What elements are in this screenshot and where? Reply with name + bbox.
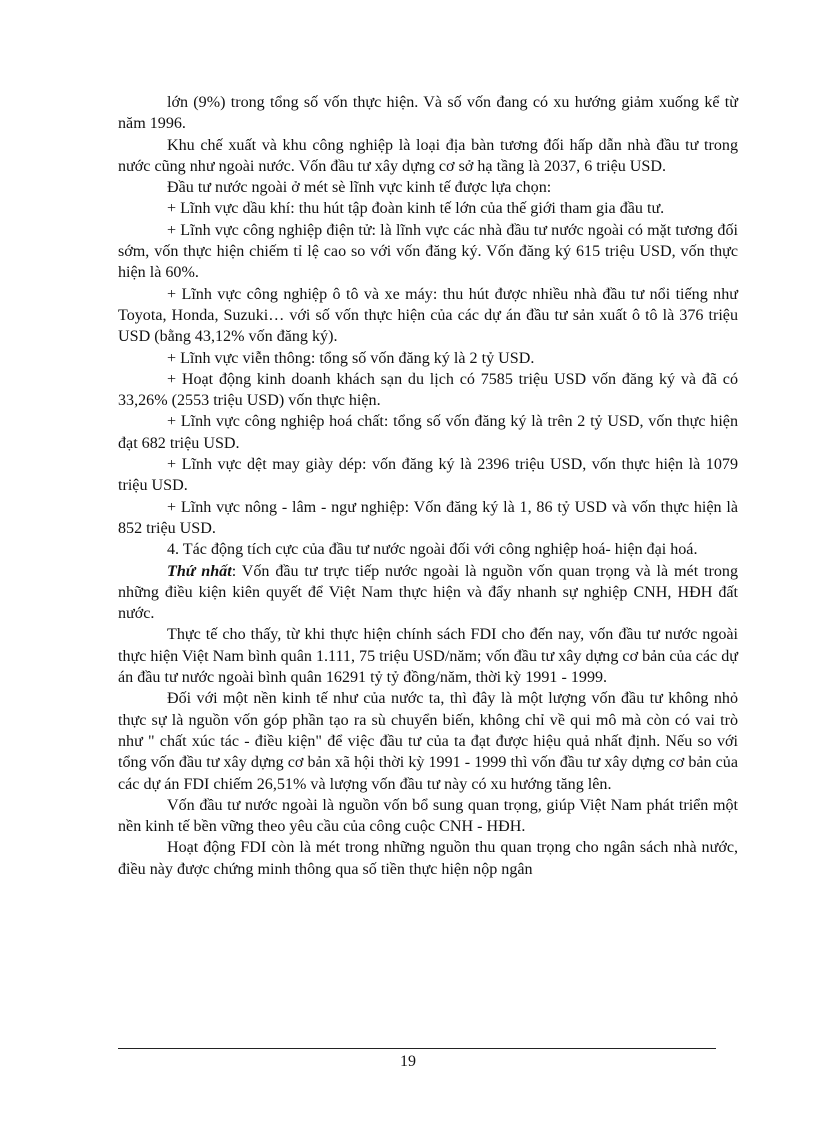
paragraph: Đầu tư nước ngoài ở mét sè lĩnh vực kinh tế được lựa chọn:	[167, 179, 552, 197]
paragraph: + Lĩnh vực nông - lâm - ngư nghiệp: Vốn đăng ký là 1, 86 tỷ USD và vốn thực hiện là 852 triệu USD.	[118, 498, 738, 537]
paragraph: Khu chế xuất và khu công nghiệp là loại địa bàn tương đối hấp dẫn nhà đầu tư trong nước cũng như ngoài nước. Vốn đầu tư xây dựng cơ sở hạ tầng là 2037, 6 triệu USD.	[118, 136, 738, 175]
paragraph: lớn (9%) trong tổng số vốn thực hiện. Và số vốn đang có xu hướng giảm xuống kể từ năm 1996.	[118, 94, 738, 133]
paragraph: + Lĩnh vực công nghiệp điện tử: là lĩnh vực các nhà đầu tư nước ngoài có mặt tương đối sớm, vốn thực hiện chiếm tỉ lệ cao so với vốn đăng ký. Vốn đăng ký 615 triệu USD, vốn thực hiện là 60%.	[118, 221, 738, 282]
paragraph: Thực tế cho thấy, từ khi thực hiện chính sách FDI cho đến nay, vốn đầu tư nước ngoài thực hiện Việt Nam bình quân 1.111, 75 triệu USD/năm; vốn đầu tư xây dựng cơ bản của các dự án đầu tư nước ngoài bình quân 16291 tỷ tỷ đồng/năm, thời kỳ 1991 - 1999.	[118, 626, 738, 687]
first-point-paragraph	[118, 561, 738, 625]
paragraph: + Lĩnh vực dầu khí: thu hút tập đoàn kinh tế lớn của thế giới tham gia đầu tư.	[167, 200, 665, 218]
paragraph: Hoạt động FDI còn là mét trong những nguồn thu quan trọng cho ngân sách nhà nước, điều này được chứng minh thông qua số tiền thực hiện nộp ngân	[118, 839, 738, 878]
paragraph: + Hoạt động kinh doanh khách sạn du lịch có 7585 triệu USD vốn đăng ký và đã có 33,26% (2553 triệu USD) vốn thực hiện.	[118, 370, 738, 410]
document-body	[118, 92, 738, 880]
paragraph: + Lĩnh vực công nghiệp ô tô và xe máy: thu hút được nhiều nhà đầu tư nổi tiếng như Toyota, Honda, Suzuki… với số vốn thực hiện của các dự án đầu tư sản xuất ô tô là 376 triệu USD (bằng 43,12% vốn đăng ký).	[118, 285, 738, 346]
first-point-label: Thứ nhất	[167, 562, 232, 580]
section-heading: 4. Tác động tích cực của đầu tư nước ngoài đối với công nghiệp hoá- hiện đại hoá.	[167, 541, 698, 559]
paragraph: + Lĩnh vực viễn thông: tổng số vốn đăng ký là 2 tỷ USD.	[167, 349, 535, 367]
page-number: 19	[400, 1053, 416, 1070]
paragraph: + Lĩnh vực công nghiệp hoá chất: tổng số vốn đăng ký là trên 2 tỷ USD, vốn thực hiện đạt 682 triệu USD.	[118, 413, 738, 452]
paragraph: Vốn đầu tư nước ngoài là nguồn vốn bổ sung quan trọng, giúp Việt Nam phát triển một nền kinh tế bền vững theo yêu cầu của công cuộc CNH - HĐH.	[118, 796, 738, 836]
footer-divider	[118, 1048, 716, 1049]
paragraph: + Lĩnh vực dệt may giày dép: vốn đăng ký là 2396 triệu USD, vốn thực hiện là 1079 triệu USD.	[118, 456, 738, 495]
first-point-text: : Vốn đầu tư trực tiếp nước ngoài là nguồn vốn quan trọng và là mét trong những điều kiện kiên quyết để Việt Nam thực hiện và đẩy nhanh sự nghiệp CNH, HĐH đất nước.	[118, 562, 738, 623]
paragraph: Đối với một nền kinh tế như của nước ta, thì đây là một lượng vốn đầu tư không nhỏ thực sự là nguồn vốn góp phần tạo ra sù chuyển biến, không chỉ về qui mô mà còn có vai trò như " chất xúc tác - điều kiện" để việc đầu tư của ta đạt được hiệu quả nhất định. Nếu so với tổng vốn đầu tư xây dựng cơ bản xã hội thời kỳ 1991 - 1999 thì vốn đầu tư xây dựng cơ bản của các dự án FDI chiếm 26,51% và lượng vốn đầu tư này có xu hướng tăng lên.	[118, 690, 738, 793]
